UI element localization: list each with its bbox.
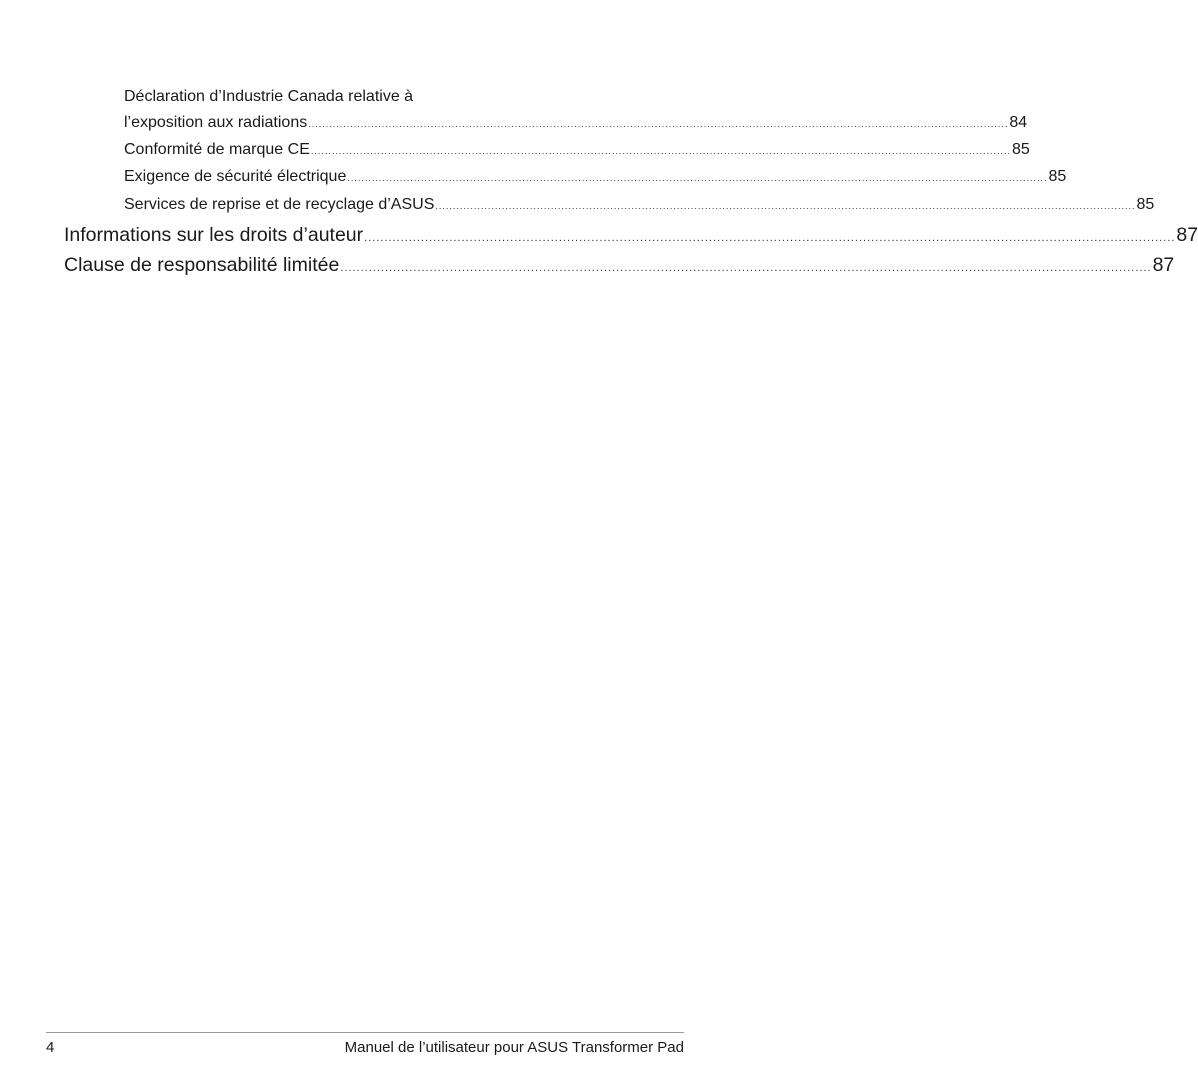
toc-entry-title: Services de reprise et de recyclage d’ASUS: [124, 196, 435, 213]
toc-page-number: 84: [1009, 114, 1028, 131]
toc-page-number: 85: [1011, 141, 1030, 158]
toc-entry[interactable]: [64, 222, 1198, 248]
footer-page-number: 4: [46, 1039, 55, 1056]
toc-entry-title: Informations sur les droits d’auteur: [64, 224, 364, 246]
toc-page-number: 87: [1176, 224, 1198, 246]
toc-leader-dots: ........................................................................................................................................................................................................: [308, 119, 1009, 129]
toc-entry[interactable]: [124, 166, 1067, 188]
toc-entry-title: Conformité de marque CE: [124, 141, 310, 158]
toc-page-number: 85: [1136, 196, 1155, 213]
footer-title: Manuel de l’utilisateur pour ASUS Transformer Pad: [344, 1039, 684, 1056]
toc-leader-dots: ........................................................................................................................................................................................................: [435, 201, 1136, 211]
toc-leader-dots: ........................................................................................................................................................................................................: [347, 173, 1048, 183]
toc-entry-title: Déclaration d’Industrie Canada relative à: [124, 88, 414, 105]
toc-page-number: 87: [1152, 254, 1175, 276]
toc-leader-dots: ........................................................................................................................................................................................................: [310, 146, 1011, 156]
toc-leader-dots: ........................................................................................................................................................................................................: [364, 232, 1176, 244]
toc-entry[interactable]: [64, 252, 1175, 278]
toc-entry-title: l’exposition aux radiations: [124, 114, 308, 131]
toc-page-number: 85: [1048, 168, 1067, 185]
toc-entry-line: [124, 86, 638, 108]
toc-entry[interactable]: [124, 139, 1030, 161]
toc-entry-title: Clause de responsabilité limitée: [64, 254, 340, 276]
toc-entry[interactable]: [124, 112, 1028, 134]
toc-leader-dots: ........................................................................................................................................................................................................: [340, 262, 1152, 274]
toc-entry[interactable]: [124, 194, 1155, 216]
toc-entry-title: Exigence de sécurité électrique: [124, 168, 347, 185]
footer-divider: [46, 1032, 684, 1033]
